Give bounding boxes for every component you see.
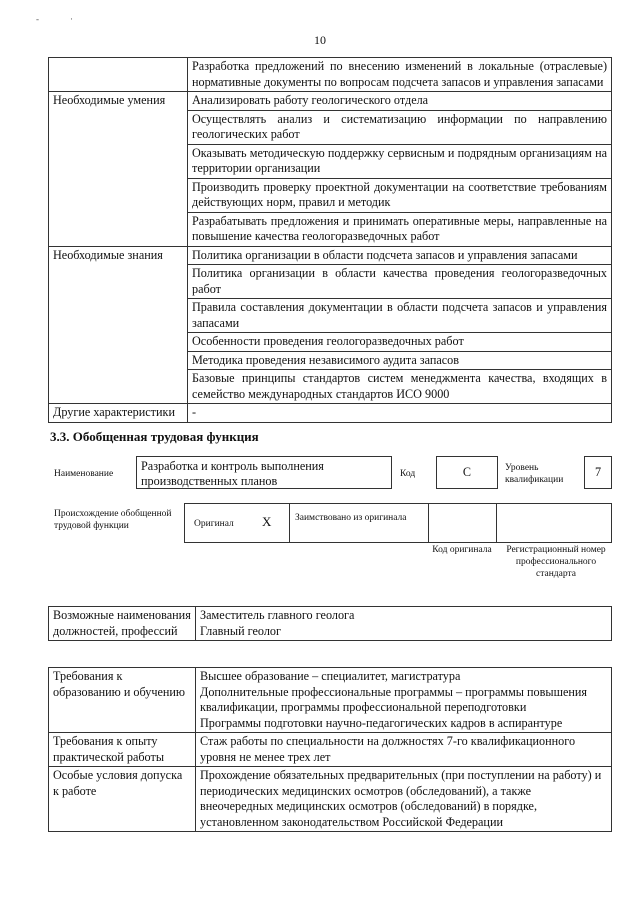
corner-mark-left: -	[36, 14, 39, 24]
row-text: Разрабатывать предложения и принимать оперативные меры, направленные на повышение качества геологоразведочных работ	[188, 212, 612, 246]
special-conditions-values	[196, 767, 612, 832]
positions-table	[48, 606, 612, 641]
table-row	[49, 733, 612, 767]
original-label: Оригинал	[194, 519, 234, 529]
requirement-line: Программы подготовки научно-педагогических кадров в аспирантуре	[200, 715, 563, 730]
corner-mark-right: ·	[70, 14, 73, 24]
row-text: Базовые принципы стандартов систем менеджмента качества, входящих в семейство международных стандартов ИСО 9000	[188, 370, 612, 404]
row-text: Особенности проведения геологоразведочных работ	[188, 333, 612, 352]
code-label: Код	[400, 469, 416, 479]
level-value-box	[584, 456, 612, 489]
original-code-cell	[429, 503, 497, 543]
requirement-line: Высшее образование – специалитет, магистратура	[200, 669, 461, 683]
name-value: Разработка и контроль выполнения производственных планов	[141, 459, 324, 488]
requirement-line: Дополнительные профессиональные программы – программы повышения квалификации, программы профессиональной переподготовки	[200, 684, 588, 714]
caption-code-original: Код оригинала	[432, 545, 492, 555]
requirement-line: Прохождение обязательных предварительных (при поступлении на работу) и периодических медицинских осмотров (обследований), а также внеочередных медицинских осмотров (обследований) в порядке, установленном законодательством Российской Федерации	[200, 768, 602, 829]
table-row	[49, 246, 612, 265]
code-value: C	[462, 465, 472, 479]
table-row	[49, 668, 612, 733]
special-conditions-label: Особые условия допуска к работе	[49, 767, 196, 832]
level-label: Уровень квалификации	[505, 463, 564, 485]
row-text: Анализировать работу геологического отдела	[188, 92, 612, 111]
name-value-box	[136, 456, 392, 489]
row-text: Правила составления документации в области подсчета запасов и управления запасами	[188, 299, 612, 333]
row-text: Политика организации в области подсчета запасов и управления запасами	[188, 246, 612, 265]
row-label-knowledge: Необходимые знания	[49, 246, 188, 404]
table-row	[49, 767, 612, 832]
row-label-skills: Необходимые умения	[49, 92, 188, 247]
row-text: -	[188, 404, 612, 423]
original-mark: X	[262, 514, 272, 529]
row-label-other: Другие характеристики	[49, 404, 188, 423]
name-label: Наименование	[54, 469, 114, 479]
requirements-table	[48, 667, 612, 832]
requirement-line: Стаж работы по специальности на должностях 7-го квалификационного уровня не менее трех лет	[200, 734, 576, 764]
table-row	[49, 58, 612, 92]
education-values	[196, 668, 612, 733]
section-title: 3.3. Обобщенная трудовая функция	[50, 429, 259, 444]
caption-registration-number: Регистрационный номер профессионального стандарта	[506, 545, 606, 579]
row-text: Политика организации в области качества проведения геологоразведочных работ	[188, 265, 612, 299]
row-text: Оказывать методическую поддержку сервисным и подрядным организациям на территории организации	[188, 144, 612, 178]
skills-knowledge-table	[48, 57, 612, 423]
level-value: 7	[594, 465, 602, 479]
experience-values	[196, 733, 612, 767]
row-text: Производить проверку проектной документации на соответствие требованиям действующих норм, правил и методик	[188, 178, 612, 212]
experience-label: Требования к опыту практической работы	[49, 733, 196, 767]
row-text: Осуществлять анализ и систематизацию информации по направлению геологических работ	[188, 110, 612, 144]
code-value-box	[436, 456, 498, 489]
row-label	[49, 58, 188, 92]
position-item: Заместитель главного геолога	[200, 608, 355, 622]
row-text: Методика проведения независимого аудита запасов	[188, 351, 612, 370]
education-label: Требования к образованию и обучению	[49, 668, 196, 733]
positions-values	[196, 607, 612, 641]
table-row	[49, 607, 612, 641]
page-number: 10	[314, 33, 326, 47]
positions-label: Возможные наименования должностей, профессий	[49, 607, 196, 641]
table-row	[49, 92, 612, 111]
table-row	[49, 404, 612, 423]
position-item: Главный геолог	[200, 623, 282, 638]
origin-label: Происхождение обобщенной трудовой функции	[54, 509, 172, 531]
row-text: Разработка предложений по внесению изменений в локальные (отраслевые) нормативные документы по вопросам подсчета запасов и управления запасами	[188, 58, 612, 92]
borrowed-label: Заимствовано из оригинала	[295, 513, 407, 523]
